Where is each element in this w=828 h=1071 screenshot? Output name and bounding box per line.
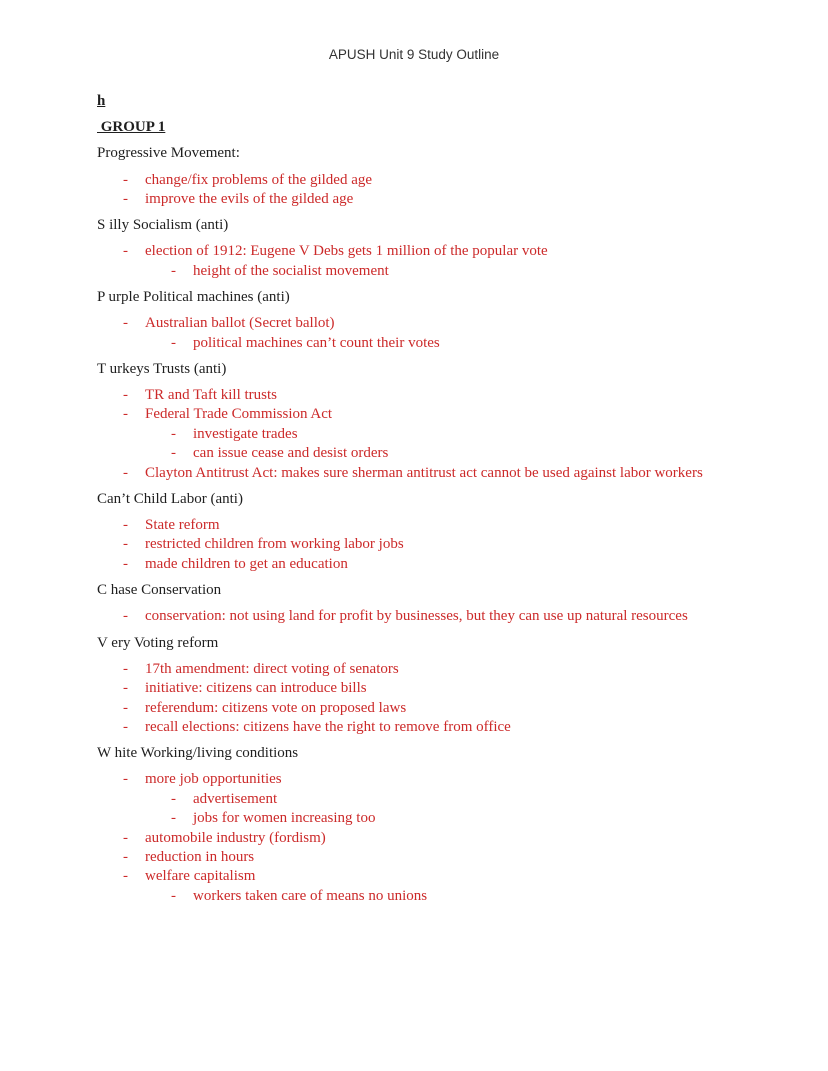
- list-dash-marker: -: [123, 464, 128, 481]
- list-dash-marker: -: [123, 868, 128, 885]
- section-heading: h: [97, 93, 106, 109]
- list-item: [97, 516, 731, 535]
- list-dash-marker: -: [123, 171, 128, 188]
- paragraph: V ery Voting reform: [97, 634, 219, 651]
- list-item-text: recall elections: citizens have the right to remove from office: [145, 718, 511, 735]
- list-item: [97, 829, 731, 848]
- list-item-text: political machines can’t count their votes: [193, 334, 440, 351]
- list-item: [97, 425, 731, 444]
- list-dash-marker: -: [171, 334, 176, 351]
- list-item: [97, 887, 731, 906]
- list-item: [97, 171, 731, 190]
- list-dash-marker: -: [171, 425, 176, 442]
- list-dash-marker: -: [123, 848, 128, 865]
- list-item: [97, 334, 731, 353]
- document-content: [97, 92, 731, 913]
- paragraph: W hite Working/living conditions: [97, 745, 299, 762]
- list-item-text: Federal Trade Commission Act: [145, 406, 333, 423]
- list-item-text: initiative: citizens can introduce bills: [145, 680, 367, 697]
- list-dash-marker: -: [123, 243, 128, 260]
- list-item: [97, 405, 731, 424]
- list-dash-marker: -: [123, 191, 128, 208]
- list-item: [97, 535, 731, 554]
- list-item: [97, 809, 731, 828]
- section-heading: GROUP 1: [97, 119, 166, 136]
- list-item-text: jobs for women increasing too: [193, 810, 376, 827]
- list-item: [97, 718, 731, 737]
- list-dash-marker: -: [123, 387, 128, 404]
- list-dash-marker: -: [123, 771, 128, 788]
- list-dash-marker: -: [123, 718, 128, 735]
- list-item: [97, 699, 731, 718]
- list-item-text: more job opportunities: [145, 771, 282, 788]
- list-item: [97, 386, 731, 405]
- list-item-text: height of the socialist movement: [193, 262, 389, 279]
- list-dash-marker: -: [123, 680, 128, 697]
- list-dash-marker: -: [123, 660, 128, 677]
- list-item-text: made children to get an education: [145, 555, 348, 572]
- list-item: [97, 314, 731, 333]
- document-header-title: APUSH Unit 9 Study Outline: [328, 47, 500, 62]
- list-item: [97, 770, 731, 789]
- list-dash-marker: -: [171, 445, 176, 462]
- paragraph: Can’t Child Labor (anti): [97, 490, 243, 507]
- list-item-text: conservation: not using land for profit by businesses, but they can use up natural resources: [145, 608, 688, 625]
- list-item-text: referendum: citizens vote on proposed laws: [145, 699, 407, 716]
- list-item: [97, 867, 731, 886]
- list-item-text: election of 1912: Eugene V Debs gets 1 million of the popular vote: [145, 243, 548, 260]
- list-item: [97, 790, 731, 809]
- bullet-list: [97, 607, 731, 626]
- list-item: [97, 679, 731, 698]
- paragraph: T urkeys Trusts (anti): [97, 360, 227, 377]
- list-dash-marker: -: [123, 536, 128, 553]
- list-item: [97, 464, 731, 483]
- list-dash-marker: -: [123, 699, 128, 716]
- paragraph: P urple Political machines (anti): [97, 289, 290, 306]
- list-item-text: 17th amendment: direct voting of senators: [145, 660, 399, 677]
- list-item: [97, 660, 731, 679]
- list-dash-marker: -: [123, 315, 128, 332]
- bullet-list: [97, 386, 731, 483]
- list-dash-marker: -: [171, 810, 176, 827]
- bullet-list: [97, 516, 731, 574]
- list-item: [97, 262, 731, 281]
- list-item-text: workers taken care of means no unions: [193, 887, 428, 904]
- list-item-text: TR and Taft kill trusts: [145, 387, 277, 404]
- bullet-list: [97, 171, 731, 210]
- list-item-text: change/fix problems of the gilded age: [145, 171, 373, 188]
- list-dash-marker: -: [123, 406, 128, 423]
- list-dash-marker: -: [123, 555, 128, 572]
- list-item: [97, 444, 731, 463]
- paragraph: Progressive Movement:: [97, 145, 240, 162]
- list-item-text: advertisement: [193, 790, 278, 807]
- list-item-text: Clayton Antitrust Act: makes sure sherman antitrust act cannot be used against labor workers: [145, 464, 703, 481]
- list-item: [97, 190, 731, 209]
- list-item-text: can issue cease and desist orders: [193, 445, 389, 462]
- list-dash-marker: -: [171, 262, 176, 279]
- list-item-text: State reform: [145, 517, 220, 534]
- list-dash-marker: -: [123, 517, 128, 534]
- bullet-list: [97, 660, 731, 738]
- bullet-list: [97, 242, 731, 281]
- list-dash-marker: -: [171, 790, 176, 807]
- paragraph: C hase Conservation: [97, 582, 222, 599]
- list-item-text: welfare capitalism: [145, 868, 256, 885]
- list-dash-marker: -: [123, 829, 128, 846]
- list-item: [97, 848, 731, 867]
- list-dash-marker: -: [171, 887, 176, 904]
- list-item: [97, 607, 731, 626]
- list-item-text: investigate trades: [193, 425, 298, 442]
- list-item: [97, 242, 731, 261]
- list-item-text: restricted children from working labor jobs: [145, 536, 404, 553]
- list-item-text: reduction in hours: [145, 848, 255, 865]
- list-item-text: improve the evils of the gilded age: [145, 191, 354, 208]
- bullet-list: [97, 770, 731, 906]
- list-item: [97, 555, 731, 574]
- list-item-text: Australian ballot (Secret ballot): [145, 315, 335, 332]
- list-item-text: automobile industry (fordism): [145, 829, 326, 846]
- paragraph: S illy Socialism (anti): [97, 217, 229, 234]
- bullet-list: [97, 314, 731, 353]
- list-dash-marker: -: [123, 608, 128, 625]
